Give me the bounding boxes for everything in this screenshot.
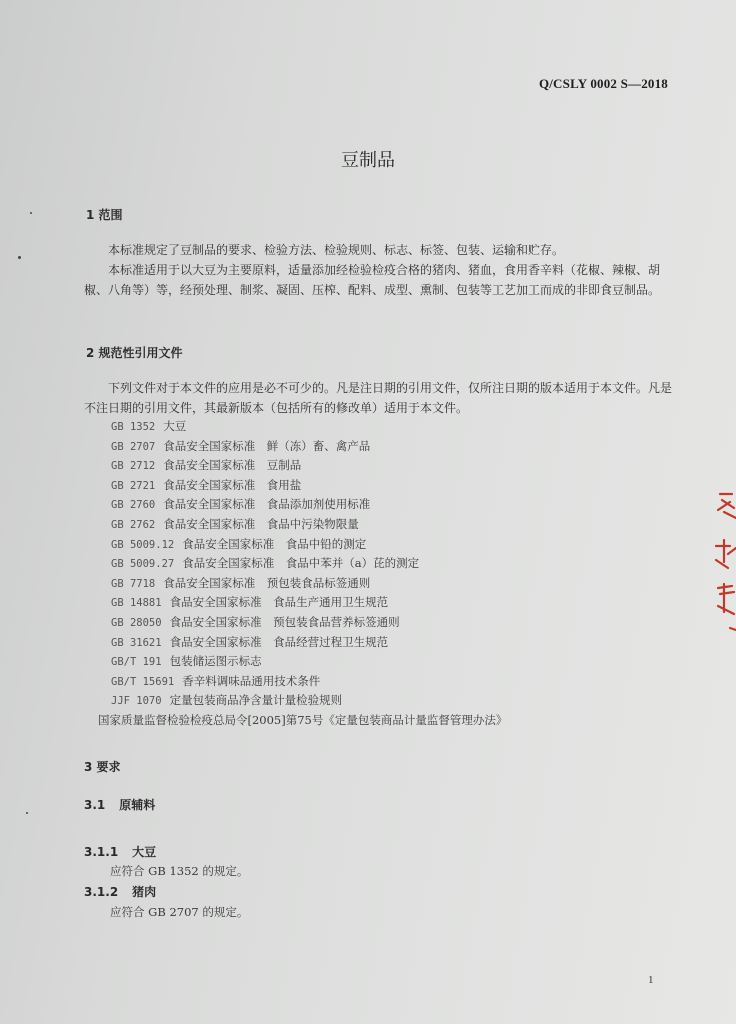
reference-item <box>111 495 507 515</box>
reference-name: 食品安全国家标准 食品生产通用卫生规范 <box>169 595 389 610</box>
reference-list <box>98 417 508 731</box>
reference-code: GB 7718 <box>111 577 156 590</box>
subsection-heading <box>84 796 155 813</box>
scope-paragraph: 本标准规定了豆制品的要求、检验方法、检验规则、标志、标签、包装、运输和贮存。 <box>108 243 565 257</box>
reference-code: JJF 1070 <box>111 695 162 708</box>
clause-title: 猪肉 <box>132 885 157 899</box>
reference-item <box>111 652 507 672</box>
reference-code: GB 28050 <box>111 616 162 629</box>
reference-code: GB/T 191 <box>111 656 162 669</box>
subsection-title: 原辅料 <box>119 798 156 812</box>
seal-glyph-strokes <box>710 488 736 640</box>
clause-heading <box>84 883 156 900</box>
scope-paragraph: 本标准适用于以大豆为主要原料，适量添加经检验检疫合格的猪肉、猪血，食用香辛料（花椒、辣椒、胡椒、八角等）等，经预处理、制浆、凝固、压榨、配料、成型、熏制、包装等工艺加工而成的非即食豆制品。 <box>84 263 661 297</box>
reference-item <box>111 476 507 496</box>
reference-name: 香辛料调味品通用技术条件 <box>182 673 321 688</box>
reference-item <box>111 554 507 574</box>
reference-name: 食品安全国家标准 食用盐 <box>163 477 302 492</box>
reference-item <box>111 593 507 613</box>
reference-code: GB 1352 <box>111 421 156 433</box>
reference-name: 大豆 <box>163 419 187 433</box>
reference-item <box>111 456 507 476</box>
reference-item <box>111 613 507 633</box>
reference-item <box>111 691 507 711</box>
reference-code: GB 5009.12 <box>111 538 175 551</box>
reference-code: GB 2707 <box>111 440 156 453</box>
page-number: 1 <box>648 974 654 986</box>
reference-item <box>111 535 507 555</box>
reference-name: 食品安全国家标准 食品添加剂使用标准 <box>163 497 371 512</box>
section-heading-references: 2 规范性引用文件 <box>86 346 183 360</box>
section-heading-scope: 1 范围 <box>86 208 123 222</box>
reference-item <box>111 417 507 437</box>
reference-item <box>111 437 507 457</box>
reference-code: GB 2760 <box>111 499 156 512</box>
reference-item <box>111 672 507 692</box>
reference-code: GB 2762 <box>111 518 156 531</box>
reference-code: GB 5009.27 <box>111 558 175 571</box>
references-intro-text: 下列文件对于本文件的应用是必不可少的。凡是注日期的引用文件，仅所注日期的版本适用于本文件。凡是不注日期的引用文件，其最新版本（包括所有的修改单）适用于本文件。 <box>84 381 673 415</box>
standard-code: Q/CSLY 0002 S—2018 <box>538 76 668 91</box>
reference-code: GB 14881 <box>111 597 162 610</box>
page-title: 豆制品 <box>341 150 395 171</box>
margin-speck <box>18 256 21 259</box>
reference-name: 食品安全国家标准 鲜（冻）畜、禽产品 <box>163 438 371 453</box>
reference-name: 食品安全国家标准 预包装食品标签通则 <box>163 575 371 590</box>
reference-name: 食品安全国家标准 食品中污染物限量 <box>163 516 359 531</box>
reference-code: GB 31621 <box>111 636 162 649</box>
red-seal-stamp-fragment <box>710 488 736 640</box>
subsection-number: 3.1 <box>84 798 106 812</box>
clause-number: 3.1.1 <box>84 845 119 859</box>
reference-code: GB 2721 <box>111 479 156 492</box>
margin-speck <box>30 212 32 214</box>
section-heading-requirements: 3 要求 <box>84 760 121 774</box>
reference-name: 食品安全国家标准 豆制品 <box>163 458 302 473</box>
clause-title: 大豆 <box>132 845 157 859</box>
scope-text <box>84 240 672 300</box>
references-intro <box>84 378 672 418</box>
reference-name: 食品安全国家标准 预包装食品营养标签通则 <box>169 614 400 629</box>
reference-item <box>98 711 507 731</box>
margin-speck <box>26 812 28 814</box>
reference-name: 定量包装商品净含量计量检验规则 <box>169 693 343 708</box>
reference-code: GB 2712 <box>111 460 156 473</box>
clause-text: 应符合 GB 2707 的规定。 <box>110 905 249 919</box>
reference-name: 食品安全国家标准 食品经营过程卫生规范 <box>169 634 389 649</box>
clause-text: 应符合 GB 1352 的规定。 <box>110 864 249 878</box>
reference-name: 包装储运图示标志 <box>169 654 262 669</box>
reference-item <box>111 574 507 594</box>
clause-heading <box>84 843 156 860</box>
reference-name: 食品安全国家标准 食品中铅的测定 <box>182 536 367 551</box>
reference-name: 国家质量监督检验检疫总局令[2005]第75号《定量包装商品计量监督管理办法》 <box>98 712 508 727</box>
reference-code: GB/T 15691 <box>111 675 175 688</box>
reference-item <box>111 633 507 653</box>
reference-item <box>111 515 507 535</box>
reference-name: 食品安全国家标准 食品中苯并（a）芘的测定 <box>182 556 420 571</box>
clause-number: 3.1.2 <box>84 885 119 899</box>
